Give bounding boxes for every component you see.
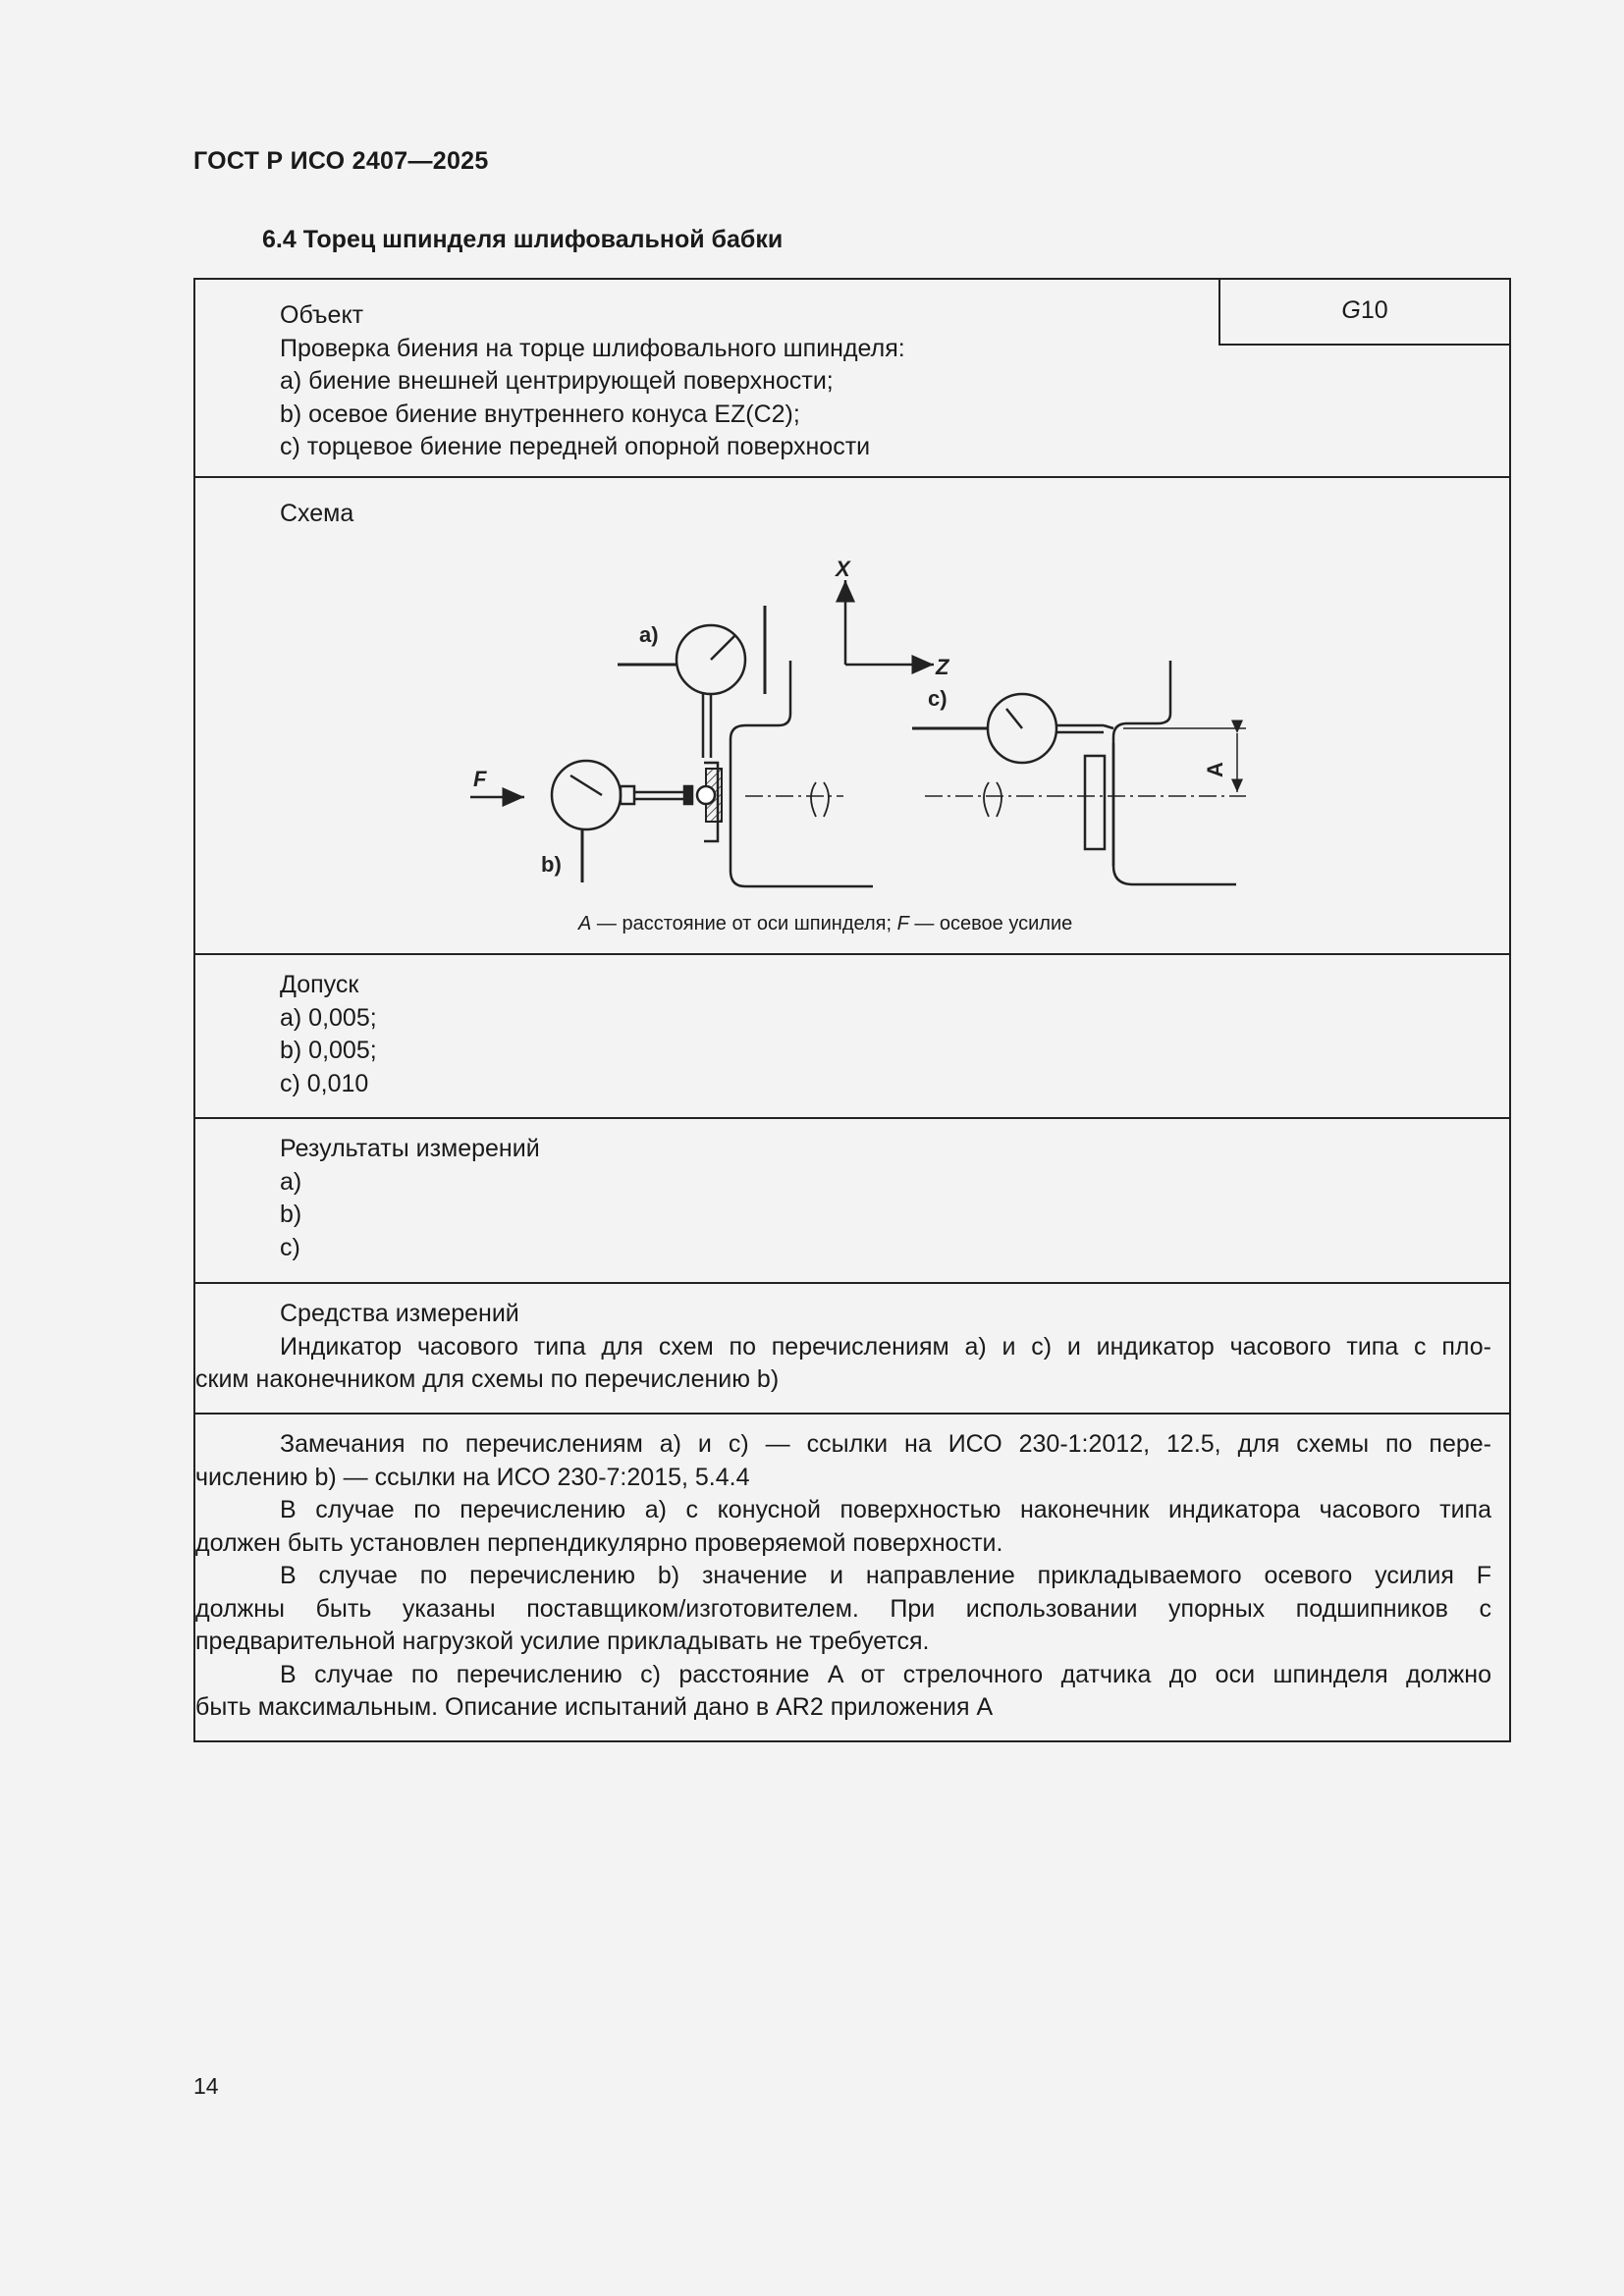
indicator-b-stem bbox=[621, 786, 634, 804]
tolerance-row bbox=[195, 953, 1509, 1117]
caption-text-1: — расстояние от оси шпинделя; bbox=[591, 913, 897, 934]
schema-diagram bbox=[195, 478, 1509, 955]
object-row bbox=[195, 280, 1509, 476]
object-body bbox=[280, 299, 905, 464]
results-item-a: а) bbox=[280, 1167, 302, 1196]
tools-body bbox=[195, 1298, 1509, 1397]
document-header: ГОСТ Р ИСО 2407—2025 bbox=[193, 147, 489, 175]
label-a: a) bbox=[639, 622, 659, 647]
object-item-a: а) биение внешней центрирующей поверхности; bbox=[280, 367, 834, 395]
tools-line-1: Индикатор часового типа для схем по перечислениям а) и с) и индикатор часового типа с пло- bbox=[280, 1332, 1491, 1361]
label-b: b) bbox=[541, 852, 562, 877]
notes-line-2: числению b) — ссылки на ИСО 230-7:2015, 5.4.4 bbox=[195, 1463, 750, 1491]
label-z: Z bbox=[936, 655, 949, 679]
notes-line-5: В случае по перечислению b) значение и направление прикладываемого осевого усилия F bbox=[280, 1562, 1491, 1589]
tolerance-body bbox=[280, 969, 377, 1100]
left-spindle-outline bbox=[731, 661, 873, 886]
object-label: Объект bbox=[280, 301, 364, 329]
indicator-c-tip bbox=[1104, 725, 1113, 728]
notes-line-7: предварительной нагрузкой усилие прикладывать не требуется. bbox=[195, 1628, 930, 1655]
notes-line-3: В случае по перечислению а) с конусной поверхностью наконечник индикатора часового типа bbox=[280, 1496, 1491, 1523]
notes-line-6: должны быть указаны поставщиком/изготовителем. При использовании упорных подшипников с bbox=[195, 1594, 1491, 1623]
ball-tip bbox=[697, 786, 715, 804]
tools-line-2: ским наконечником для схемы по перечислению b) bbox=[195, 1365, 780, 1393]
right-flange bbox=[1085, 756, 1105, 849]
tolerance-item-b: b) 0,005; bbox=[280, 1037, 377, 1064]
right-rotation-symbol bbox=[984, 782, 1001, 817]
tools-label: Средства измерений bbox=[280, 1300, 519, 1327]
test-code-box bbox=[1218, 280, 1509, 346]
label-dim-a: A bbox=[1203, 762, 1227, 777]
notes-line-8: В случае по перечислению с) расстояние A от стрелочного датчика до оси шпинделя должно bbox=[280, 1660, 1491, 1688]
test-table bbox=[193, 278, 1511, 1742]
notes-line-1: Замечания по перечислениям а) и с) — ссылки на ИСО 230-1:2012, 12.5, для схемы по пере- bbox=[280, 1430, 1491, 1458]
tolerance-label: Допуск bbox=[280, 971, 359, 998]
object-item-c: c) торцевое биение передней опорной поверхности bbox=[280, 433, 871, 460]
object-intro: Проверка биения на торце шлифовального шпинделя: bbox=[280, 334, 905, 362]
results-body bbox=[280, 1133, 540, 1264]
results-row bbox=[195, 1117, 1509, 1282]
results-item-c: c) bbox=[280, 1233, 300, 1261]
schema-label: Схема bbox=[280, 500, 354, 527]
notes-line-4: должен быть установлен перпендикулярно проверяемой поверхности. bbox=[195, 1528, 1003, 1557]
indicator-b-flat-tip bbox=[684, 786, 692, 804]
caption-text-2: — осевое усилие bbox=[908, 913, 1073, 934]
caption-a: A bbox=[578, 913, 592, 934]
page-number: 14 bbox=[193, 2073, 219, 2099]
notes-line-9: быть максимальным. Описание испытаний дано в AR2 приложения А bbox=[195, 1693, 994, 1721]
results-item-b: b) bbox=[280, 1201, 302, 1228]
schema-caption bbox=[578, 913, 1072, 935]
caption-f: F bbox=[896, 913, 909, 934]
indicator-b-needle bbox=[570, 775, 602, 795]
notes-body bbox=[195, 1428, 1509, 1725]
indicator-c-needle bbox=[1006, 709, 1022, 728]
schema-row bbox=[195, 476, 1509, 953]
test-code-number: 10 bbox=[1360, 296, 1388, 324]
left-rotation-symbol bbox=[811, 782, 829, 817]
tolerance-item-c: c) 0,010 bbox=[280, 1069, 369, 1097]
tolerance-item-a: а) 0,005; bbox=[280, 1003, 377, 1032]
label-x: X bbox=[836, 557, 850, 581]
label-c: c) bbox=[928, 686, 947, 711]
test-code-prefix: G bbox=[1341, 296, 1361, 324]
indicator-a-needle bbox=[711, 636, 734, 660]
section-title: 6.4 Торец шпинделя шлифовальной бабки bbox=[262, 226, 784, 253]
indicator-b-dial bbox=[552, 761, 621, 829]
notes-row bbox=[195, 1413, 1509, 1740]
label-f: F bbox=[473, 767, 487, 791]
results-label: Результаты измерений bbox=[280, 1135, 540, 1162]
object-item-b: b) осевое биение внутреннего конуса EZ(C2); bbox=[280, 400, 800, 428]
tools-row bbox=[195, 1282, 1509, 1413]
